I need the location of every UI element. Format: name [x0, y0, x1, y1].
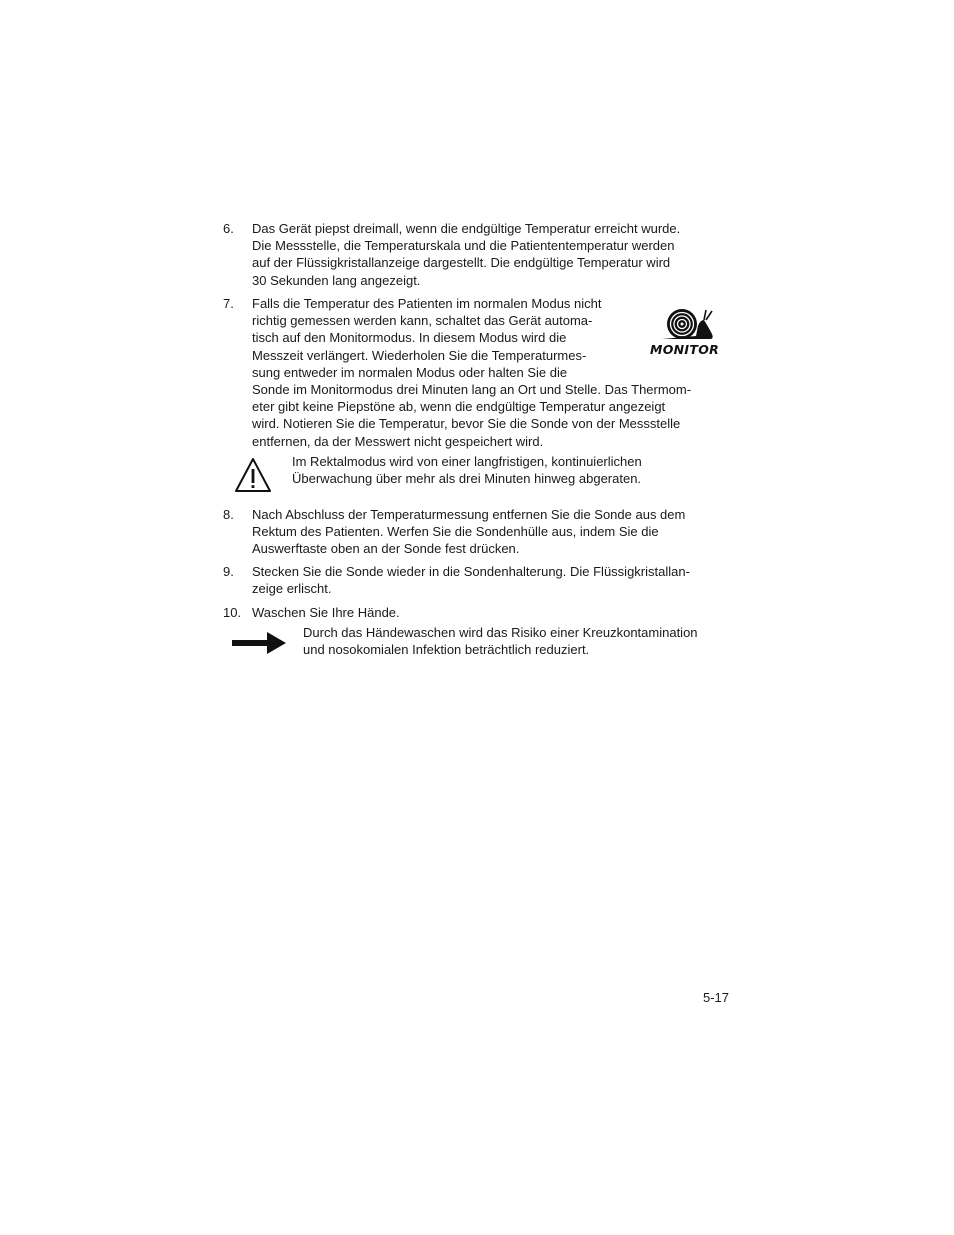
step-10-number: 10.	[223, 605, 242, 620]
step-6-text	[252, 220, 680, 289]
text-line: Im Rektalmodus wird von einer langfristigen, kontinuierlichen	[292, 454, 642, 469]
text-line: eter gibt keine Piepstöne ab, wenn die endgültige Temperatur angezeigt	[252, 399, 666, 415]
text-line: Die Messstelle, die Temperaturskala und die Patiententemperatur werden	[252, 238, 675, 254]
step-7-text	[252, 295, 691, 450]
text-line: Stecken Sie die Sonde wieder in die Sondenhalterung. Die Flüssigkristallan-	[252, 564, 690, 579]
arrow-right-icon	[231, 631, 287, 655]
monitor-label: MONITOR	[650, 342, 720, 357]
page-number: 5-17	[703, 990, 730, 1005]
text-line: wird. Notieren Sie die Temperatur, bevor Sie die Sonde von der Messstelle	[252, 416, 681, 432]
text-line: entfernen, da der Messwert nicht gespeichert wird.	[252, 433, 544, 449]
step-9-text	[252, 563, 690, 597]
monitor-snail-icon	[660, 306, 716, 342]
text-line: Rektum des Patienten. Werfen Sie die Sondenhülle aus, indem Sie die	[252, 524, 659, 540]
step-8-number: 8.	[223, 507, 234, 522]
step-10-text	[252, 604, 400, 621]
text-line: auf der Flüssigkristallanzeige dargestellt. Die endgültige Temperatur wird	[252, 255, 671, 271]
text-line: zeige erlischt.	[252, 581, 332, 597]
text-line: 30 Sekunden lang angezeigt.	[252, 272, 421, 288]
step-7-number: 7.	[223, 296, 234, 311]
text-line: Das Gerät piepst dreimall, wenn die endgültige Temperatur erreicht wurde.	[252, 221, 681, 236]
text-line: Auswerftaste oben an der Sonde fest drücken.	[252, 541, 520, 557]
text-line: richtig gemessen werden kann, schaltet das Gerät automa-	[252, 313, 593, 329]
step-6-number: 6.	[223, 221, 234, 236]
text-line: Überwachung über mehr als drei Minuten hinweg abgeraten.	[292, 471, 642, 487]
text-line: tisch auf den Monitormodus. In diesem Modus wird die	[252, 330, 567, 346]
warning-triangle-icon	[234, 457, 272, 493]
text-line: sung entweder im normalen Modus oder halten Sie die	[252, 364, 568, 380]
tip-note-text	[303, 624, 698, 658]
text-line: Messzeit verlängert. Wiederholen Sie die Temperaturmes-	[252, 347, 587, 363]
text-line: Sonde im Monitormodus drei Minuten lang an Ort und Stelle. Das Thermom-	[252, 382, 692, 398]
text-line: Waschen Sie Ihre Hände.	[252, 605, 400, 620]
warning-note-text	[292, 453, 642, 487]
text-line: Nach Abschluss der Temperaturmessung entfernen Sie die Sonde aus dem	[252, 507, 686, 522]
text-line: Falls die Temperatur des Patienten im normalen Modus nicht	[252, 296, 602, 311]
text-line: Durch das Händewaschen wird das Risiko einer Kreuzkontamination	[303, 625, 698, 640]
text-line: und nosokomialen Infektion beträchtlich reduziert.	[303, 642, 590, 658]
step-8-text	[252, 506, 685, 558]
step-9-number: 9.	[223, 564, 234, 579]
